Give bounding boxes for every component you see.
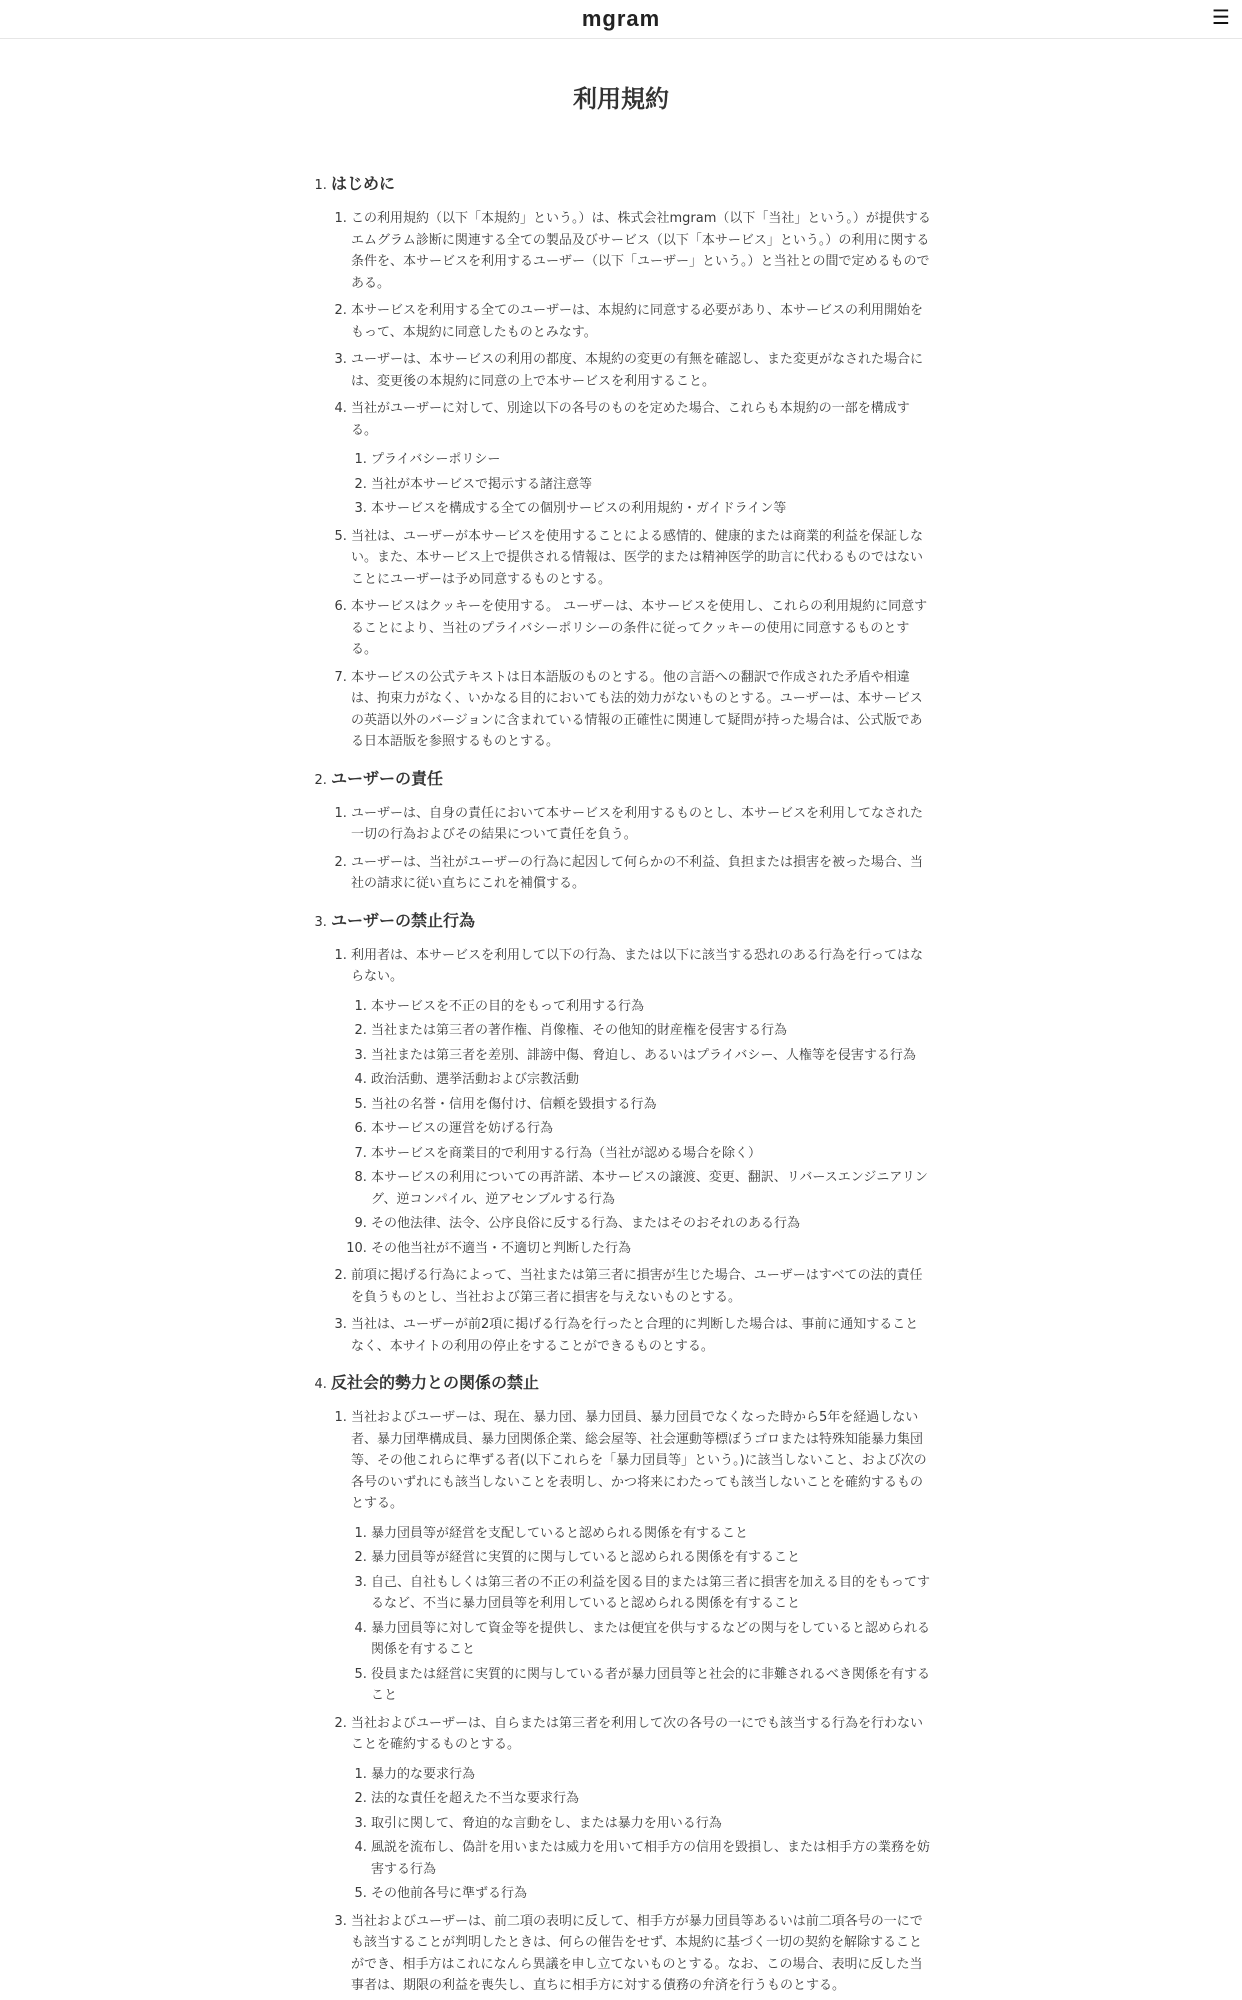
- terms-section: [331, 172, 931, 753]
- clause-item: [351, 1407, 931, 1707]
- clause-item: [351, 1911, 931, 1997]
- clause-item: [351, 349, 931, 392]
- page-title: 利用規約: [573, 85, 669, 113]
- clause-item: [351, 667, 931, 753]
- subclause-item: 1. 本サービスを不正の目的をもって利用する行為: [371, 996, 931, 1018]
- terms-content: [311, 39, 931, 1997]
- section-title: 反社会的勢力との関係の禁止: [331, 1373, 540, 1392]
- clause-text: ユーザーは、当社がユーザーの行為に起因して何らかの不利益、負担または損害を被った場合、当社の請求に従い直ちにこれを補償する。: [351, 854, 924, 891]
- subclause-item: 3. 自己、自社もしくは第三者の不正の利益を図る目的または第三者に損害を加える目的をもってするなど、不当に暴力団員等を利用していると認められる関係を有すること: [371, 1572, 931, 1615]
- section-title: ユーザーの責任: [331, 768, 444, 788]
- subclause-item: 2. 当社または第三者の著作権、肖像権、その他知的財産権を侵害する行為: [371, 1020, 931, 1042]
- subclause-item: 2. 暴力団員等が経営に実質的に関与していると認められる関係を有すること: [371, 1547, 931, 1569]
- subclause-item: 7. 本サービスを商業目的で利用する行為（当社が認める場合を除く）: [371, 1143, 931, 1165]
- clause-text: 利用者は、本サービスを利用して以下の行為、または以下に該当する恐れのある行為を行ってはならない。: [351, 947, 924, 984]
- subclause-item: 4. 政治活動、選挙活動および宗教活動: [371, 1069, 931, 1091]
- subclause-item: 4. 風説を流布し、偽計を用いまたは威力を用いて相手方の信用を毀損し、または相手方の業務を妨害する行為: [371, 1837, 931, 1880]
- clause-item: [351, 1265, 931, 1308]
- clause-item: [351, 596, 931, 661]
- subclause-item: 3. 取引に関して、脅迫的な言動をし、または暴力を用いる行為: [371, 1813, 931, 1835]
- clause-item: [351, 208, 931, 294]
- clause-text: 当社は、ユーザーが前2項に掲げる行為を行ったと合理的に判断した場合は、事前に通知することなく、本サイトの利用の停止をすることができるものとする。: [351, 1317, 919, 1354]
- subclause-item: 9. その他法律、法令、公序良俗に反する行為、またはそのおそれのある行為: [371, 1213, 931, 1235]
- section-title: はじめに: [331, 174, 396, 193]
- terms-sections: [311, 172, 931, 1997]
- subclause-item: 1. プライバシーポリシー: [371, 449, 931, 471]
- clause-text: 当社およびユーザーは、現在、暴力団、暴力団員、暴力団員でなくなった時から5年を経過しない者、暴力団準構成員、暴力団関係企業、総会屋等、社会運動等標ぼうゴロまたは特殊知能暴力集団等、その他これらに準ずる者(以下これらを「暴力団員等」という。)に該当しないこと、および次の各号のいずれにも該当しないことを表明し、かつ将来にわたっても該当しないことを確約するものとする。: [351, 1410, 927, 1511]
- clause-item: [351, 526, 931, 591]
- clause-text: 本サービスはクッキーを使用する。 ユーザーは、本サービスを使用し、これらの利用規約に同意することにより、当社のプライバシーポリシーの条件に従ってクッキーの使用に同意するものとする。: [351, 599, 928, 657]
- hamburger-menu-icon[interactable]: ☰: [1212, 5, 1230, 29]
- clause-text: 当社がユーザーに対して、別途以下の各号のものを定めた場合、これらも本規約の一部を構成する。: [351, 401, 910, 438]
- clause-item: [351, 398, 931, 520]
- terms-section: [331, 909, 931, 1358]
- subclause-item: 2. 当社が本サービスで掲示する諸注意等: [371, 474, 931, 496]
- clause-text: ユーザーは、自身の責任において本サービスを利用するものとし、本サービスを利用してなされた一切の行為およびその結果について責任を負う。: [351, 805, 924, 842]
- clause-item: [351, 945, 931, 1260]
- subclause-item: 1. 暴力団員等が経営を支配していると認められる関係を有すること: [371, 1523, 931, 1545]
- subclause-item: 3. 本サービスを構成する全ての個別サービスの利用規約・ガイドライン等: [371, 498, 931, 520]
- clause-text: 本サービスを利用する全てのユーザーは、本規約に同意する必要があり、本サービスの利用開始をもって、本規約に同意したものとみなす。: [351, 303, 924, 340]
- clause-item: [351, 1713, 931, 1905]
- clause-text: 当社は、ユーザーが本サービスを使用することによる感情的、健康的または商業的利益を保証しない。また、本サービス上で提供される情報は、医学的または精神医学的助言に代わるものではないことにユーザーは予め同意するものとする。: [351, 528, 924, 587]
- terms-section: [331, 767, 931, 895]
- subclause-item: 8. 本サービスの利用についての再許諾、本サービスの譲渡、変更、翻訳、リバースエンジニアリング、逆コンパイル、逆アセンブルする行為: [371, 1167, 931, 1210]
- site-header: [0, 0, 1242, 39]
- subclause-item: 6. 本サービスの運営を妨げる行為: [371, 1118, 931, 1140]
- subclause-item: 1. 暴力的な要求行為: [371, 1764, 931, 1786]
- clause-text: ユーザーは、本サービスの利用の都度、本規約の変更の有無を確認し、また変更がなされた場合には、変更後の本規約に同意の上で本サービスを利用すること。: [351, 352, 924, 389]
- subclause-item: 3. 当社または第三者を差別、誹謗中傷、脅迫し、あるいはプライバシー、人権等を侵害する行為: [371, 1045, 931, 1067]
- subclause-item: 5. 役員または経営に実質的に関与している者が暴力団員等と社会的に非難されるべき関係を有すること: [371, 1664, 931, 1707]
- logo[interactable]: mgram: [581, 6, 661, 31]
- subclause-item: 5. その他前各号に準ずる行為: [371, 1883, 931, 1905]
- terms-section: [331, 1371, 931, 1997]
- clause-text: 本サービスの公式テキストは日本語版のものとする。他の言語への翻訳で作成された矛盾や相違は、拘束力がなく、いかなる目的においても法的効力がないものとする。ユーザーは、本サービスの英語以外のバージョンに含まれている情報の正確性に関連して疑問が持った場合は、公式版である日本語版を参照するものとする。: [351, 669, 923, 749]
- clause-item: [351, 1314, 931, 1357]
- subclause-item: 4. 暴力団員等に対して資金等を提供し、または便宜を供与するなどの関与をしていると認められる関係を有すること: [371, 1618, 931, 1661]
- subclause-item: 5. 当社の名誉・信用を傷付け、信頼を毀損する行為: [371, 1094, 931, 1116]
- clause-item: [351, 852, 931, 895]
- clause-text: 当社およびユーザーは、前二項の表明に反して、相手方が暴力団員等あるいは前二項各号の一にでも該当することが判明したときは、何らの催告をせず、本規約に基づく一切の契約を解除することができ、相手方はこれになんら異議を申し立てないものとする。なお、この場合、表明に反した当事者は、期限の利益を喪失し、直ちに相手方に対する債務の弁済を行うものとする。: [351, 1913, 923, 1993]
- clause-item: [351, 803, 931, 846]
- clause-text: 前項に掲げる行為によって、当社または第三者に損害が生じた場合、ユーザーはすべての法的責任を負うものとし、当社および第三者に損害を与えないものとする。: [351, 1268, 923, 1305]
- clause-item: [351, 300, 931, 343]
- subclause-item: 2. 法的な責任を超えた不当な要求行為: [371, 1788, 931, 1810]
- clause-text: この利用規約（以下「本規約」という。）は、株式会社mgram（以下「当社」という。）が提供するエムグラム診断に関連する全ての製品及びサービス（以下「本サービス」という。）の利用に関する条件を、本サービスを利用するユーザー（以下「ユーザー」という。）と当社との間で定めるものである。: [351, 211, 931, 291]
- subclause-item: 10. その他当社が不適当・不適切と判断した行為: [371, 1238, 931, 1260]
- clause-text: 当社およびユーザーは、自らまたは第三者を利用して次の各号の一にでも該当する行為を行わないことを確約するものとする。: [351, 1715, 924, 1752]
- section-title: ユーザーの禁止行為: [331, 910, 476, 930]
